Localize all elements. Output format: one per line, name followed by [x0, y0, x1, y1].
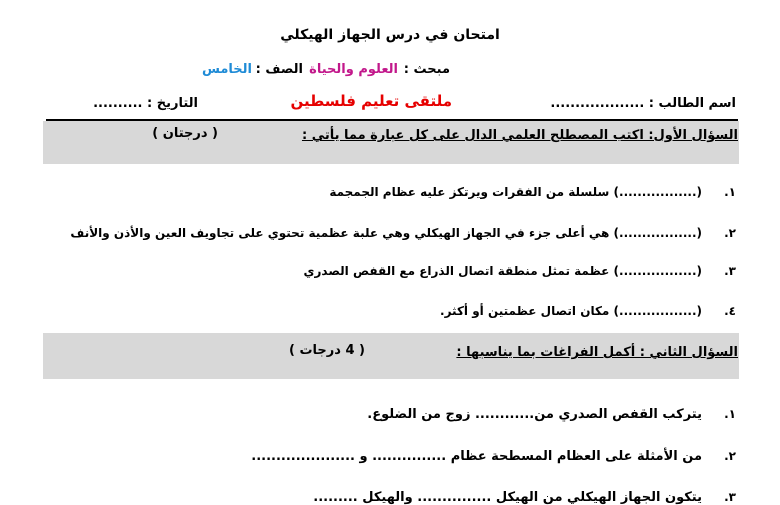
q1-item-2-number: ٢.: [724, 226, 736, 240]
q1-item-2-text: (.................) هي أعلى جزء في الجهاز الهيكلي وهي علبة عظمية تحتوي على تجاويف العين والأذن والأنف: [70, 226, 702, 240]
q2-item-1-text: يتركب القفص الصدري من............ زوج من الضلوع.: [367, 407, 702, 422]
q1-item-1-number: ١.: [724, 185, 736, 199]
q2-item-1-number: ١.: [724, 407, 736, 421]
question-2-heading: السؤال الثاني : أكمل الفراغات بما يناسبها :: [456, 345, 738, 360]
question-2-marks: ( 4 درجات ): [289, 343, 365, 358]
subject-value: العلوم والحياة: [309, 62, 398, 77]
exam-title: امتحان في درس الجهاز الهيكلي: [280, 27, 500, 43]
q1-item-3-number: ٣.: [724, 264, 736, 278]
forum-name: ملتقى تعليم فلسطين: [290, 92, 452, 110]
grade-value: الخامس: [201, 62, 252, 77]
q2-item-2-number: ٢.: [724, 449, 736, 463]
student-name-field: اسم الطالب : ...................: [550, 96, 736, 111]
q2-item-3-text: يتكون الجهاز الهيكلي من الهيكل ............... والهيكل .........: [313, 490, 702, 505]
q1-item-4-number: ٤.: [724, 304, 736, 318]
date-field: التاريخ : ..........: [93, 96, 198, 111]
grade-label: الصف :: [255, 62, 303, 77]
question-1-marks: ( درجتان ): [152, 126, 218, 141]
q2-item-3-number: ٣.: [724, 490, 736, 504]
q2-item-2-text: من الأمثلة على العظام المسطحة عظام ............... و .....................: [251, 449, 702, 464]
q1-item-3-text: (.................) عظمة تمثل منطقة اتصال الذراع مع القفص الصدري: [303, 264, 702, 278]
q1-item-4-text: (.................) مكان اتصال عظمتين أو أكثر.: [440, 304, 702, 318]
subject-label: مبحث :: [403, 62, 450, 77]
question-1-heading: السؤال الأول: اكتب المصطلح العلمي الدال على كل عبارة مما يأتي :: [301, 128, 738, 143]
q1-item-1-text: (.................) سلسلة من الفقرات ويرتكز عليه عظام الجمجمة: [329, 185, 702, 199]
